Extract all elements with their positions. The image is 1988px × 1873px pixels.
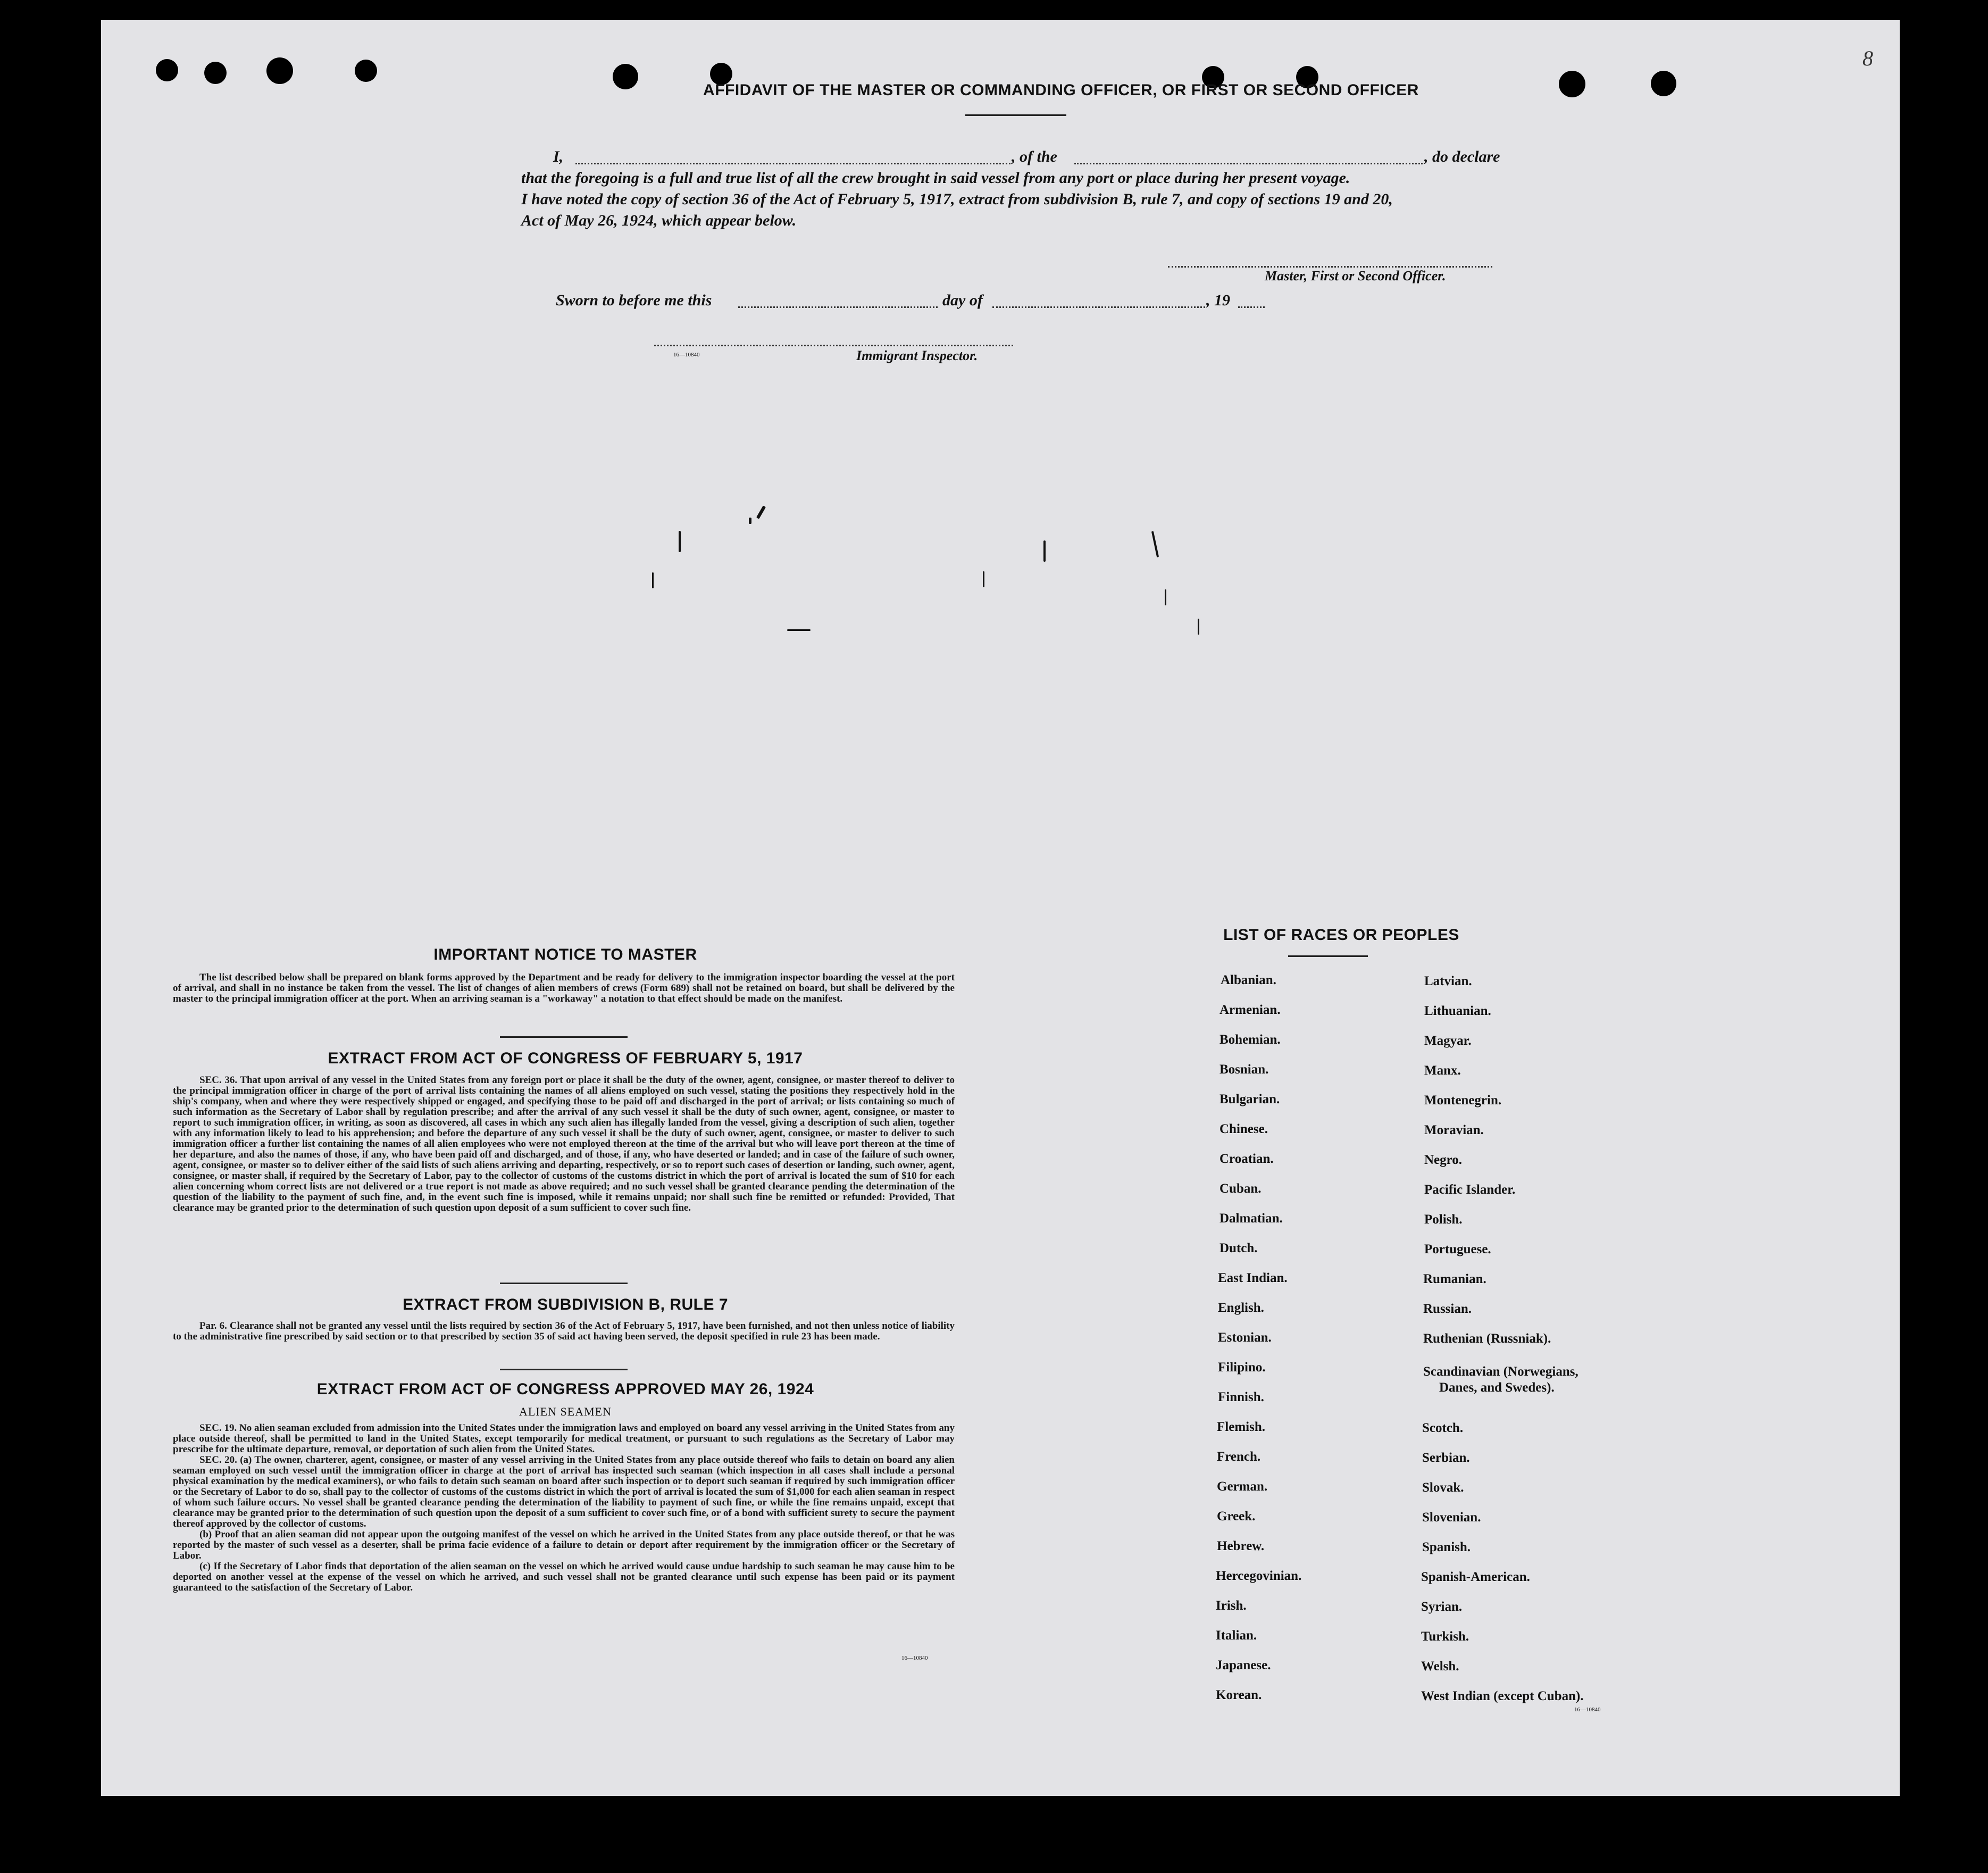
race-item: Hercegovinian.	[1216, 1569, 1302, 1583]
ink-speck	[1198, 619, 1199, 635]
race-item: Bulgarian.	[1219, 1092, 1280, 1106]
sworn-day-blank[interactable]	[738, 306, 938, 308]
race-item: Pacific Islander.	[1424, 1183, 1516, 1197]
extract-1917-text	[173, 1075, 955, 1213]
race-item: German.	[1217, 1479, 1268, 1494]
rule7-title: EXTRACT FROM SUBDIVISION B, RULE 7	[402, 1296, 729, 1313]
ink-speck	[756, 505, 766, 519]
race-item: Serbian.	[1422, 1451, 1470, 1465]
race-item: Scandinavian (Norwegians,	[1423, 1364, 1578, 1379]
affidavit-declare: , do declare	[1424, 148, 1500, 165]
section-divider	[500, 1283, 628, 1284]
race-item: Armenian.	[1219, 1003, 1281, 1017]
affidavit-line2: that the foregoing is a full and true list of all the crew brought in said vessel from any port or place during her present voyage.	[521, 169, 1350, 187]
ink-speck	[749, 518, 751, 524]
sworn-prefix: Sworn to before me this	[556, 292, 712, 309]
race-item: Montenegrin.	[1424, 1093, 1502, 1108]
race-item: Portuguese.	[1424, 1242, 1491, 1256]
affidavit-i: I,	[553, 148, 564, 165]
ink-speck	[652, 572, 654, 588]
ink-speck	[787, 629, 811, 631]
signature-label: Master, First or Second Officer.	[1265, 268, 1446, 284]
ink-speck	[1151, 531, 1159, 557]
race-item: Albanian.	[1221, 973, 1276, 987]
inspector-blank[interactable]	[654, 345, 1013, 346]
race-item: Latvian.	[1424, 974, 1472, 988]
race-item: Lithuanian.	[1424, 1004, 1491, 1018]
race-item: Syrian.	[1421, 1600, 1463, 1614]
race-item: Moravian.	[1424, 1123, 1484, 1137]
race-item: Turkish.	[1421, 1629, 1469, 1644]
races-rule	[1288, 955, 1368, 957]
notice-text	[173, 972, 955, 1004]
ink-speck	[1043, 540, 1046, 562]
race-item: Bohemian.	[1219, 1033, 1281, 1047]
punch-hole	[613, 64, 638, 89]
sworn-year-blank[interactable]	[1238, 306, 1265, 308]
race-item: Slovak.	[1422, 1480, 1464, 1495]
race-item: Scotch.	[1422, 1421, 1464, 1435]
race-item: Cuban.	[1219, 1181, 1262, 1196]
form-code: 16—10840	[673, 352, 700, 358]
race-item: Chinese.	[1219, 1122, 1268, 1136]
section-divider	[500, 1369, 628, 1370]
sec19-paragraph: SEC. 19. No alien seaman excluded from admission into the United States under the immigration laws and employed on board any vessel arriving in the United States from any place outside thereof, shall be permitted to land in the United States, except temporarily for medical treatment, or pursuant to such regulations as the Secretary of Labor may prescribe for the ultimate departure, removal, or deportation of such alien from the United States.	[173, 1422, 955, 1455]
ink-speck	[983, 571, 984, 587]
sworn-month-blank[interactable]	[992, 306, 1205, 308]
title-rule	[965, 114, 1066, 116]
punch-hole	[156, 59, 178, 81]
race-item: Finnish.	[1218, 1390, 1264, 1404]
race-item: Flemish.	[1217, 1420, 1265, 1434]
race-item: Welsh.	[1421, 1659, 1459, 1674]
races-title: LIST OF RACES OR PEOPLES	[1223, 926, 1459, 944]
race-item: Ruthenian (Russniak).	[1423, 1331, 1551, 1346]
extract-1924-subtitle: ALIEN SEAMEN	[519, 1405, 612, 1418]
race-item: Polish.	[1424, 1212, 1463, 1227]
affidavit-line3: I have noted the copy of section 36 of the Act of February 5, 1917, extract from subdivision B, rule 7, and copy of sections 19 and 20,	[521, 190, 1393, 208]
sec20a-paragraph: SEC. 20. (a) The owner, charterer, agent, consignee, or master of any vessel arriving in the United States from any place outside thereof who fails to detain on board any alien seaman employed on such vessel until the immigration officer in charge at the port of arrival has inspected such seaman (which inspection in all cases shall include a personal physical examination by the medical examiners), or who fails to detain such seaman on board after such inspection or to deport such seaman if required by such immigration officer or the Secretary of Labor to do so, shall pay to the collector of customs of the customs district in which the port of arrival is located the sum of $1,000 for each alien seaman in respect of whom such failure occurs. No vessel shall be granted clearance pending the determination of the liability to payment of such fine, or while the fine remains unpaid, except that clearance may be granted prior to the determination of such question upon the deposit of a sum sufficient to cover such fine, or of a bond with sufficient surety to secure the payment thereof approved by the collector of customs.	[173, 1454, 955, 1529]
race-item: Irish.	[1216, 1599, 1247, 1613]
race-item: Rumanian.	[1423, 1272, 1486, 1286]
race-item: Manx.	[1424, 1063, 1461, 1078]
inspector-label: Immigrant Inspector.	[856, 348, 978, 363]
document-sheet	[101, 20, 1900, 1796]
race-item: Estonian.	[1218, 1330, 1272, 1345]
sec20c-paragraph: (c) If the Secretary of Labor finds that deportation of the alien seaman on the vessel on which he arrived would cause undue hardship to such seaman he may cause him to be deported on another vessel at the expense of the vessel on which he arrived, and such vessel shall not be granted clearance until such expense has been paid or its payment guaranteed to the satisfaction of the Secretary of Labor.	[173, 1561, 955, 1593]
race-item: Russian.	[1423, 1302, 1472, 1316]
affidavit-line4: Act of May 26, 1924, which appear below.	[521, 212, 797, 229]
rule7-text	[173, 1321, 955, 1342]
race-item: West Indian (except Cuban).	[1421, 1689, 1584, 1703]
sec20b-paragraph: (b) Proof that an alien seaman did not appear upon the outgoing manifest of the vessel on which he arrived in the United States from any place outside thereof, or that he was reported by the master of such vessel as a deserter, shall be prima facie evidence of a failure to detain or deport after requirement by the immigration officer or the Secretary of Labor.	[173, 1529, 955, 1561]
vessel-blank[interactable]	[1074, 163, 1423, 164]
signature-blank[interactable]	[1168, 266, 1492, 268]
extract-1924-title: EXTRACT FROM ACT OF CONGRESS APPROVED MAY 26, 1924	[316, 1380, 814, 1398]
race-item: Negro.	[1424, 1153, 1463, 1167]
race-item: Hebrew.	[1217, 1539, 1265, 1553]
race-item: Greek.	[1217, 1509, 1256, 1524]
sworn-day-of: day of	[942, 292, 983, 309]
race-item: Dalmatian.	[1219, 1211, 1283, 1226]
section-divider	[500, 1036, 628, 1038]
race-item: East Indian.	[1218, 1271, 1288, 1285]
race-item: Danes, and Swedes).	[1439, 1380, 1555, 1395]
punch-hole	[355, 60, 377, 82]
ink-speck	[679, 531, 681, 552]
name-blank[interactable]	[575, 163, 1010, 164]
affidavit-title: AFFIDAVIT OF THE MASTER OR COMMANDING OFFICER, OR FIRST OR SECOND OFFICER	[703, 81, 1419, 99]
sec36-paragraph: SEC. 36. That upon arrival of any vessel in the United States from any foreign port or place it shall be the duty of the owner, agent, consignee, or master thereof to deliver to the principal immigration officer in charge of the port of arrival lists containing the names of all aliens employed on such vessel, stating the positions they respectively hold in the ship's company, when and where they were respectively shipped or engaged, and specifying those to be paid off and discharged in the port of arrival; or lists containing so much of such information as the Secretary of Labor shall by regulation prescribe; and after the arrival of any such vessel it shall be the duty of such owner, agent, consignee, or master to report to such immigration officer, in writing, as soon as discovered, all cases in which any such alien has illegally landed from the vessel, giving a description of such alien, together with any information likely to lead to his apprehension; and before the departure of any such vessel it shall be the duty of such owner, agent, consignee, or master to deliver to such immigration officer a further list containing the names of all alien employees who were not employed thereon at the time of the arrival but who will leave port thereon at the time of her departure, and also the names of those, if any, who have been paid off and discharged, and of those, if any, who have deserted or landed; and in case of the failure of such owner, agent, consignee, or master so to deliver either of the said lists of such aliens arriving and departing, respectively, or so to report such cases of desertion or landing, such owner, agent, consignee, or master shall, if required by the Secretary of Labor, pay to the collector of customs of the customs district in which the port of arrival is located the sum of $10 for each alien concerning whom correct lists are not delivered or a true report is not made as above required; and no such vessel shall be granted clearance pending the determination of the question of the liability to the payment of such fine, and, in the event such fine is imposed, while it remains unpaid; nor shall such fine be remitted or refunded: Provided, That clearance may be granted prior to the determination of such question upon deposit of a sum sufficient to cover such fine.	[173, 1075, 955, 1213]
extract-1924-text	[173, 1423, 955, 1593]
race-item: Bosnian.	[1219, 1062, 1269, 1077]
race-item: Spanish.	[1422, 1540, 1471, 1554]
race-item: English.	[1218, 1301, 1264, 1315]
punch-hole	[1559, 71, 1585, 97]
race-item: Italian.	[1216, 1628, 1257, 1643]
race-item: Croatian.	[1219, 1152, 1274, 1166]
punch-hole	[1651, 71, 1676, 96]
form-code: 16—10840	[901, 1655, 928, 1661]
sworn-year: , 19	[1206, 292, 1230, 309]
ink-speck	[1165, 589, 1166, 605]
notice-paragraph: The list described below shall be prepared on blank forms approved by the Department and be ready for delivery to the immigration inspector boarding the vessel at the port of arrival, and shall in no instance be taken from the vessel. The list of changes of alien members of crews (Form 689) shall not be retained on board, but shall be delivered by the master to the principal immigration officer at the port. When an arriving seaman is a "workaway" a notation to that effect should be made on the manifest.	[173, 972, 955, 1004]
race-item: Dutch.	[1219, 1241, 1258, 1255]
race-item: French.	[1217, 1450, 1261, 1464]
race-item: Spanish-American.	[1421, 1570, 1530, 1584]
race-item: Magyar.	[1424, 1034, 1472, 1048]
extract-1917-title: EXTRACT FROM ACT OF CONGRESS OF FEBRUARY 5, 1917	[328, 1050, 803, 1067]
race-item: Japanese.	[1216, 1658, 1271, 1672]
race-item: Korean.	[1216, 1688, 1262, 1702]
page-number: 8	[1862, 46, 1873, 70]
punch-hole	[266, 57, 293, 84]
notice-title: IMPORTANT NOTICE TO MASTER	[433, 946, 697, 963]
affidavit-of-the: , of the	[1012, 148, 1057, 165]
punch-hole	[204, 62, 227, 84]
race-item: Slovenian.	[1422, 1510, 1481, 1525]
race-item: Filipino.	[1218, 1360, 1266, 1375]
form-code: 16—10840	[1574, 1706, 1601, 1713]
par6-paragraph: Par. 6. Clearance shall not be granted any vessel until the lists required by section 36 of the Act of February 5, 1917, have been furnished, and not then unless notice of liability to the administrative fine prescribed by said section or to that prescribed by section 35 of said act having been served, the deposit specified in rule 23 has been made.	[173, 1320, 955, 1342]
